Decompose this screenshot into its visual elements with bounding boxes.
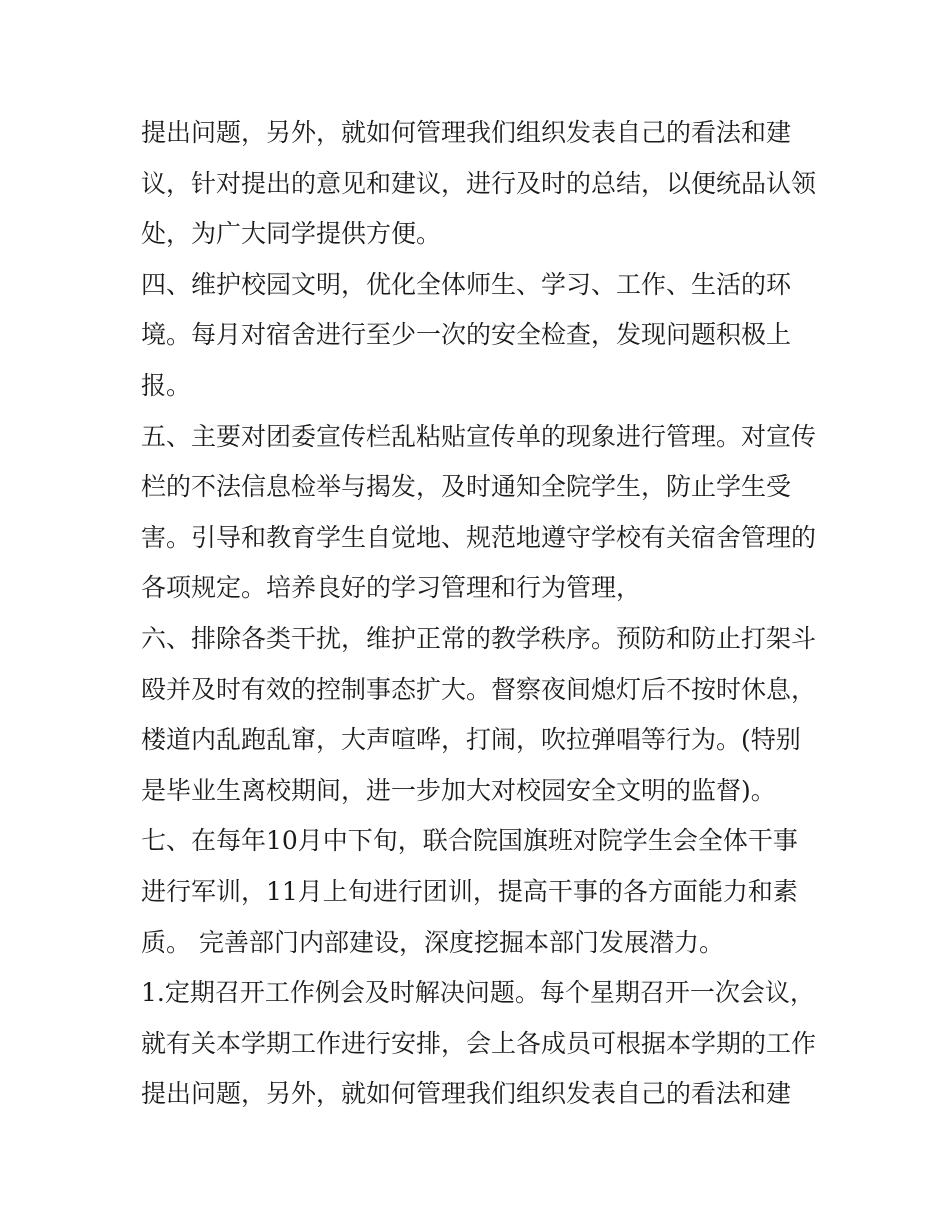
text-line: 四、维护校园文明，优化全体师生、学习、工作、生活的环: [141, 269, 792, 299]
text-line: 殴并及时有效的控制事态扩大。督察夜间熄灯后不按时休息，: [141, 674, 817, 704]
text-line: 楼道内乱跑乱窜，大声喧哗，打闹，吹拉弹唱等行为。(特别: [141, 725, 801, 755]
text-line: 处，为广大同学提供方便。: [141, 219, 442, 249]
text-line: 就有关本学期工作进行安排，会上各成员可根据本学期的工作: [141, 1028, 817, 1058]
document-body: [141, 108, 821, 1120]
text-line: 议，针对提出的意见和建议，进行及时的总结，以便统品认领: [141, 168, 817, 198]
text-line: 害。引导和教育学生自觉地、规范地遵守学校有关宿舍管理的: [141, 522, 817, 552]
text-line: 栏的不法信息检举与揭发，及时通知全院学生，防止学生受: [141, 472, 792, 502]
text-line: 各项规定。培养良好的学习管理和行为管理，: [141, 573, 642, 603]
text-line: 质。 完善部门内部建设，深度挖掘本部门发展潜力。: [141, 927, 724, 957]
text-line: 提出问题，另外，就如何管理我们组织发表自己的看法和建: [141, 118, 792, 147]
text-line: 六、排除各类干扰，维护正常的教学秩序。预防和防止打架斗: [141, 623, 817, 653]
text-line: 是毕业生离校期间，进一步加大对校园安全文明的监督)。: [141, 775, 776, 805]
text-line: 1.定期召开工作例会及时解决问题。每个星期召开一次会议，: [141, 978, 815, 1008]
text-line: 进行军训，11月上旬进行团训，提高干事的各方面能力和素: [141, 876, 798, 906]
text-line: 七、在每年10月中下旬，联合院国旗班对院学生会全体干事: [141, 826, 798, 856]
text-line: 境。每月对宿舍进行至少一次的安全检查，发现问题积极上: [141, 320, 792, 350]
text-line: 报。: [141, 370, 192, 400]
text-line: 提出问题，另外，就如何管理我们组织发表自己的看法和建: [141, 1079, 792, 1109]
text-line: 五、主要对团委宣传栏乱粘贴宣传单的现象进行管理。对宣传: [141, 421, 817, 451]
